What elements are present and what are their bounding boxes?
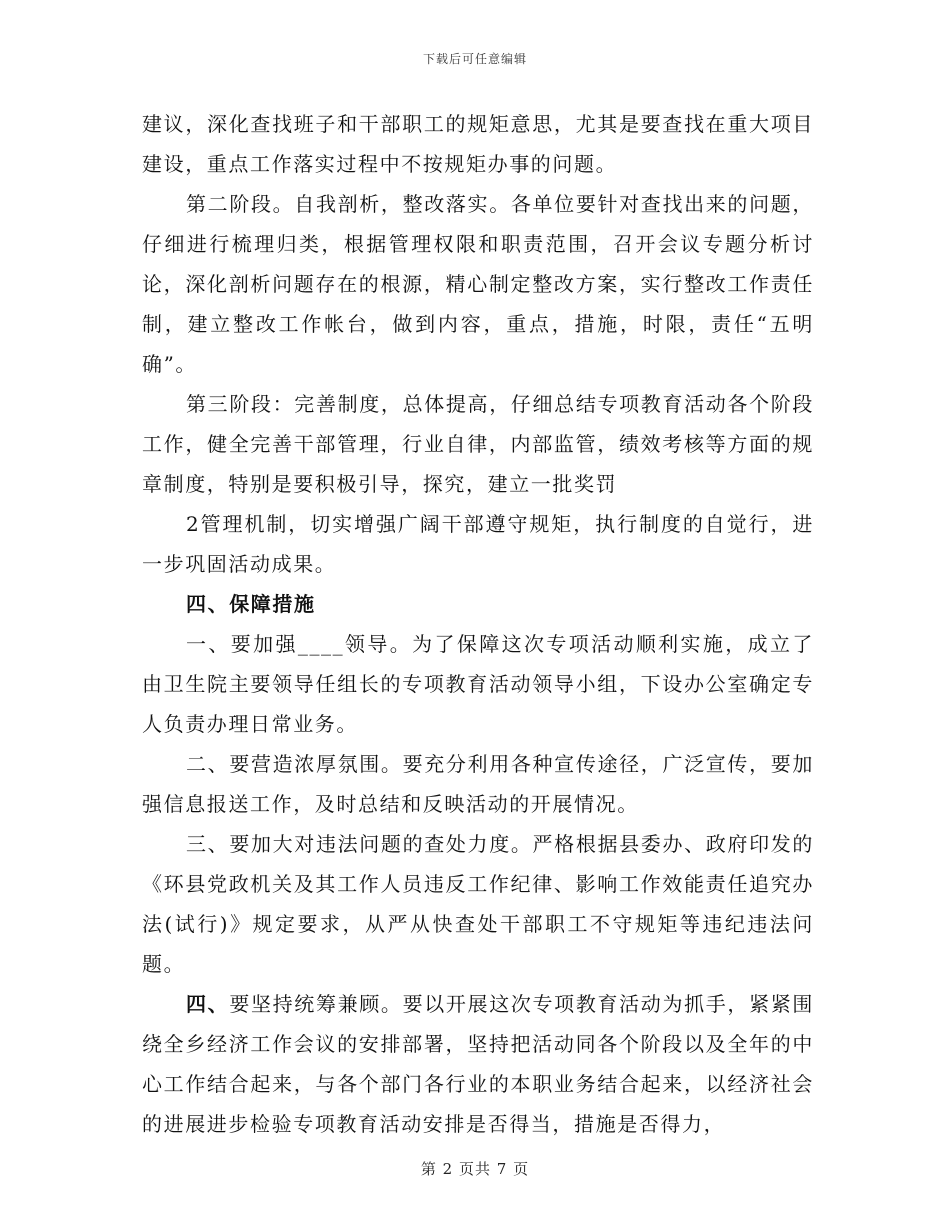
paragraph-measure-four	[142, 984, 814, 1144]
page-number: 第 2 页共 7 页	[420, 1160, 530, 1178]
measure-four-lead: 四、	[186, 992, 230, 1016]
paragraph-measure-one: 一、要加强____领导。为了保障这次专项活动顺利实施，成立了由卫生院主要领导任组长的专项教育活动领导小组，下设办公室确定专人负责办理日常业务。	[142, 632, 814, 736]
paragraph-stage-two: 第二阶段。自我剖析，整改落实。各单位要针对查找出来的问题，仔细进行梳理归类，根据管理权限和职责范围，召开会议专题分析讨论，深化剖析问题存在的根源，精心制定整改方案，实行整改工作责任制，建立整改工作帐台，做到内容，重点，措施，时限，责任“五明确”。	[142, 192, 814, 376]
paragraph-mechanism: 2管理机制，切实增强广阔干部遵守规矩，执行制度的自觉行，进一步巩固活动成果。	[142, 512, 814, 576]
page-header: 下载后可任意编辑	[422, 52, 527, 66]
paragraph-stage-three: 第三阶段：完善制度，总体提高，仔细总结专项教育活动各个阶段工作，健全完善干部管理，行业自律，内部监管，绩效考核等方面的规章制度，特别是要积极引导，探究，建立一批奖罚	[142, 392, 814, 496]
paragraph-measure-two: 二、要营造浓厚氛围。要充分利用各种宣传途径，广泛宣传，要加强信息报送工作，及时总结和反映活动的开展情况。	[142, 752, 814, 816]
measure-four-text: 要坚持统筹兼顾。要以开展这次专项教育活动为抓手，紧紧围绕全乡经济工作会议的安排部署，坚持把活动同各个阶段以及全年的中心工作结合起来，与各个部门各行业的本职业务结合起来，以经济社会的进展进步检验专项教育活动安排是否得当，措施是否得力，	[142, 992, 815, 1136]
document-body	[142, 104, 814, 1144]
paragraph-continuation: 建议，深化查找班子和干部职工的规矩意思，尤其是要查找在重大项目建设，重点工作落实过程中不按规矩办事的问题。	[142, 112, 814, 176]
section-heading: 四、保障措施	[186, 592, 316, 616]
paragraph-measure-three: 三、要加大对违法问题的查处力度。严格根据县委办、政府印发的《环县党政机关及其工作人员违反工作纪律、影响工作效能责任追究办法(试行)》规定要求，从严从快查处干部职工不守规矩等违纪违法问题。	[142, 832, 814, 976]
